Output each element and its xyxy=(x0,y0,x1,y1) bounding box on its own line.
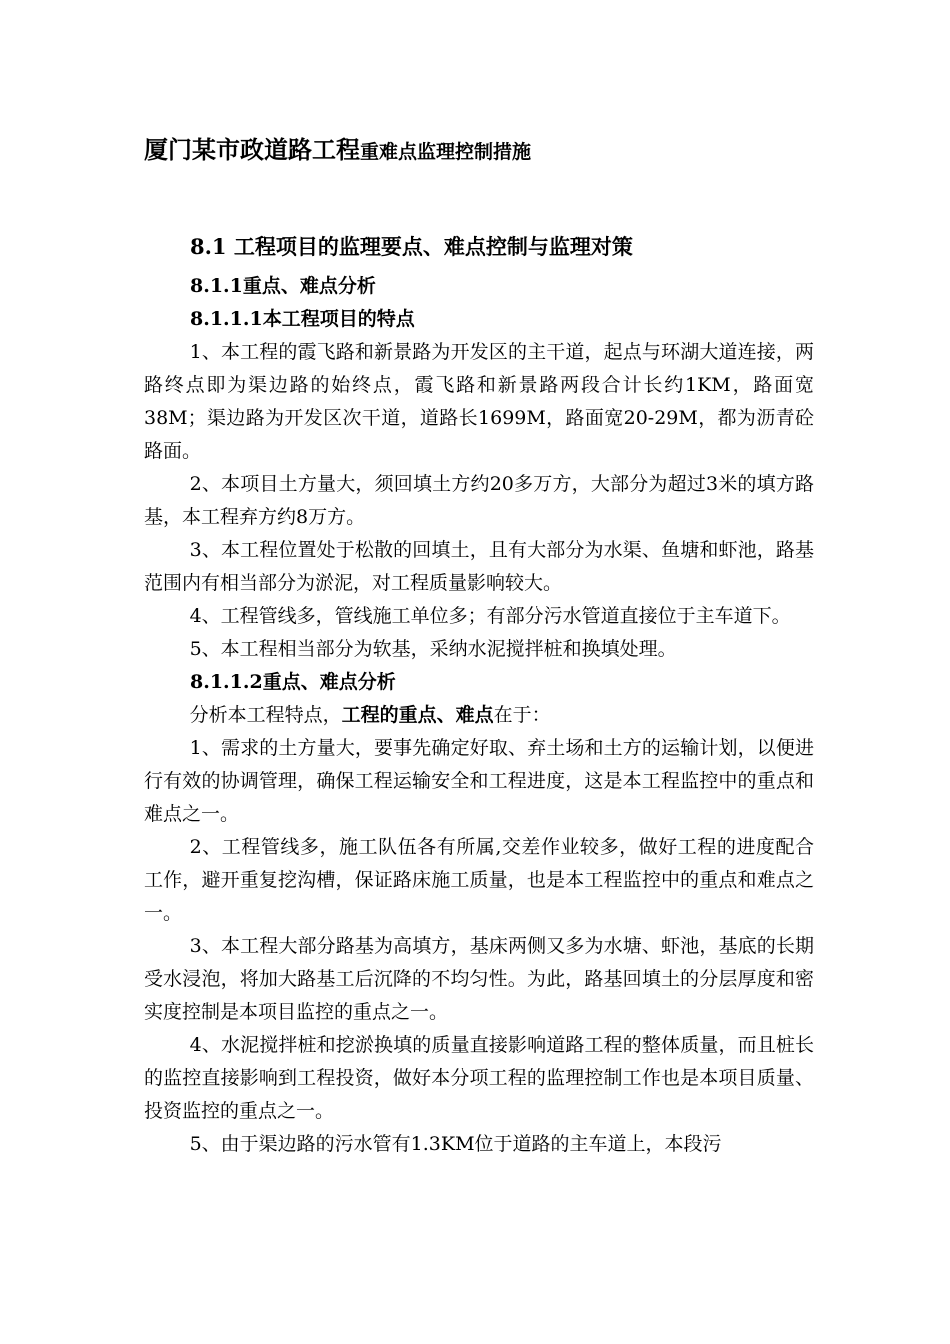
document-title xyxy=(144,126,814,174)
section-heading-8-1-1-1: 8.1.1.1本工程项目的特点 xyxy=(190,308,415,330)
key-point-paragraph-2: 2、工程管线多，施工队伍各有所属,交差作业较多，做好工程的进度配合工作，避开重复挖沟槽，保证路床施工质量，也是本工程监控中的重点和难点之一。 xyxy=(144,836,814,924)
analysis-intro xyxy=(144,699,814,732)
key-point-paragraph-4: 4、水泥搅拌桩和挖淤换填的质量直接影响道路工程的整体质量，而且桩长的监控直接影响到工程投资，做好本分项工程的监理控制工作也是本项目质量、投资监控的重点之一。 xyxy=(144,1034,814,1122)
feature-paragraph-3: 3、本工程位置处于松散的回填土，且有大部分为水渠、鱼塘和虾池，路基范围内有相当部分为淤泥，对工程质量影响较大。 xyxy=(144,539,814,594)
key-point-paragraph-5: 5、由于渠边路的污水管有1.3KM位于道路的主车道上，本段污 xyxy=(189,1133,722,1155)
document-subtitle xyxy=(144,174,814,224)
feature-paragraph-5: 5、本工程相当部分为软基，采纳水泥搅拌桩和换填处理。 xyxy=(189,638,677,660)
document-page xyxy=(144,126,814,1161)
feature-paragraph-2: 2、本项目土方量大，须回填土方约20多万方，大部分为超过3米的填方路基，本工程弃方约8万方。 xyxy=(144,473,814,528)
analysis-intro-text: 分析本工程特点， xyxy=(189,704,342,726)
section-heading-8-1-1-2: 8.1.1.2重点、难点分析 xyxy=(190,671,396,693)
section-heading-8-1: 8.1 工程项目的监理要点、难点控制与监理对策 xyxy=(190,234,633,259)
feature-paragraph-4: 4、工程管线多，管线施工单位多；有部分污水管道直接位于主车道下。 xyxy=(189,605,791,627)
analysis-intro-tail: 在于： xyxy=(493,704,551,726)
key-point-paragraph-1: 1、需求的土方量大，要事先确定好取、弃土场和土方的运输计划，以便进行有效的协调管理，确保工程运输安全和工程进度，这是本工程监控中的重点和难点之一。 xyxy=(144,737,814,825)
title-suffix: 重难点监理控制措施 xyxy=(360,141,532,163)
key-point-paragraph-3: 3、本工程大部分路基为高填方，基床两侧又多为水塘、虾池，基底的长期受水浸泡，将加大路基工后沉降的不均匀性。为此，路基回填土的分层厚度和密实度控制是本项目监控的重点之一。 xyxy=(144,935,814,1023)
feature-paragraph-1: 1、本工程的霞飞路和新景路为开发区的主干道，起点与环湖大道连接，两路终点即为渠边路的始终点，霞飞路和新景路两段合计长约1KM，路面宽38M；渠边路为开发区次干道，道路长1699M，路面宽20-29M，都为沥青砼路面。 xyxy=(144,341,814,462)
section-heading-8-1-1: 8.1.1重点、难点分析 xyxy=(190,275,376,297)
title-main: 厦门某市政道路工程 xyxy=(144,135,360,164)
analysis-intro-emphasis: 工程的重点、难点 xyxy=(341,704,494,726)
